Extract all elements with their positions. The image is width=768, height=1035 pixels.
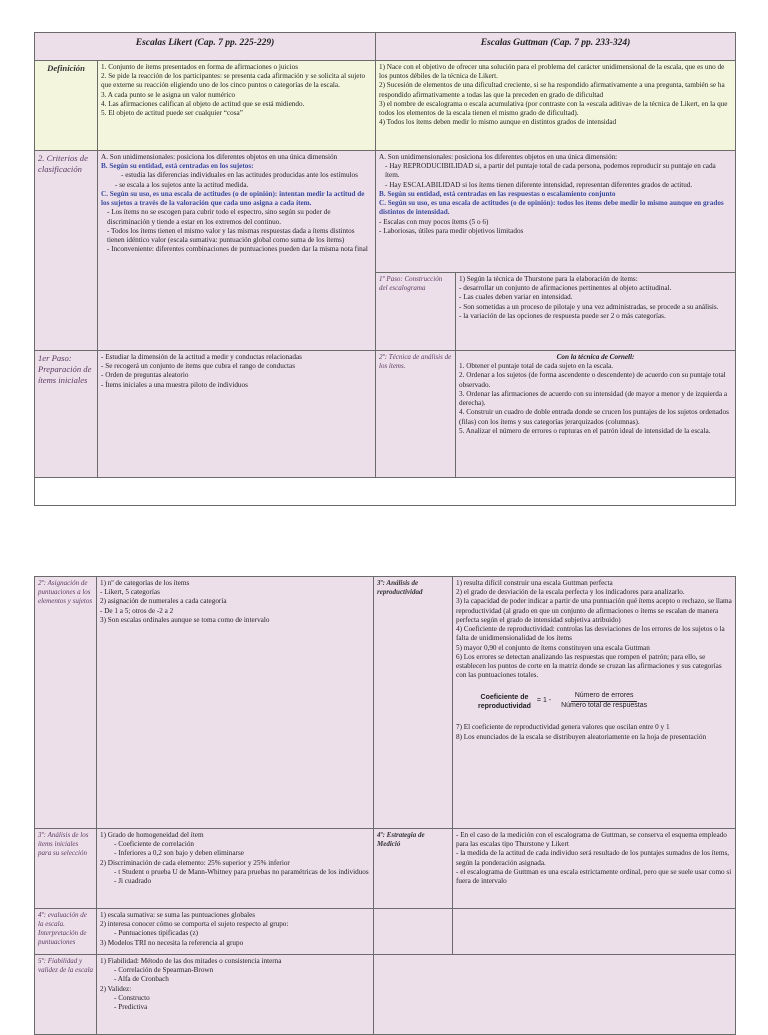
repro-4: 4) Coeficiente de reproductividad: controlas las desviaciones de los errores de los sujetos o la falta de unidimensionalidad de los ítems <box>456 625 725 643</box>
likert-step1-4: - Ítems iniciales a una muestra piloto de individuos <box>101 380 248 389</box>
likert-def-1: 1. Conjunto de ítems presentados en forma de afirmaciones o juicios <box>101 63 299 71</box>
item-analysis <box>97 829 374 909</box>
repro-1: 1) resulta difícil construir una escala Guttman perfecta <box>456 579 613 587</box>
likert-crit-c: C. Según su uso, es una escala de actitudes (o de opinión): intentan medir la actitud de los sujetos a través de la valoración que cada uno asigna a cada ítem. <box>101 189 365 208</box>
likert-crit-b2: - se escala a los sujetos ante la actitud medida. <box>115 180 249 189</box>
assign-4: - De 1 a 5; otros de -2 a 2 <box>100 606 174 615</box>
cornell-2: 2. Ordenar a los sujetos (de forma ascendente o descendente) de acuerdo con su puntaje total observado. <box>459 371 726 389</box>
comparison-table-bottom <box>34 576 736 1035</box>
likert-crit-c3: - Inconveniente: diferentes combinaciones de puntuaciones pueden dar la misma nota final <box>107 245 368 254</box>
repro-7: 7) El coeficiente de reproductividad genera valores que oscilan entre 0 y 1 <box>456 723 670 732</box>
fiab-4: 2) Validez: <box>100 984 132 993</box>
strategy-label: 4º: Estrategia de Medició <box>374 829 453 909</box>
cornell-1: 1. Obtener el puntaje total de cada sujeto en la escala. <box>459 362 614 371</box>
anal-3: - Inferiores a 0,2 son bajo y deben eliminarse <box>114 849 244 858</box>
likert-definition <box>98 61 376 151</box>
fiab-6: - Predictiva <box>114 1003 148 1012</box>
reproducibility-label: 3º: Análisis de reproductividad <box>374 577 453 829</box>
likert-def-5: 5. El objeto de actitud puede ser cualquier “cosa” <box>101 109 243 118</box>
empty-cell-bottom <box>374 955 736 1035</box>
cornell-title: Con la técnica de Cornell: <box>556 353 635 361</box>
repro-5: 5) mayor 0,90 el conjunto de ítems constituyen una escala Guttman <box>456 643 650 652</box>
eval-4: 3) Modelos TRI no necesita la referencia al grupo <box>100 938 244 947</box>
formula-fraction <box>557 692 651 711</box>
assign-1: 1) nº de categorías de los ítems <box>100 579 190 587</box>
assign-2: - Likert, 5 categorías <box>100 588 160 597</box>
likert-step1-label: 1er Paso: Preparación de ítems iniciales <box>35 351 98 478</box>
assign-5: 3) Son escalas ordinales aunque se toma como de intervalo <box>100 615 270 624</box>
reliability <box>97 955 374 1035</box>
likert-header: Escalas Likert (Cap. 7 pp. 225-229) <box>35 33 376 61</box>
guttman-step1 <box>456 273 736 351</box>
guttman-header: Escalas Guttman (Cap. 7 pp. 233-324) <box>376 33 736 61</box>
fiab-3: - Alfa de Cronbach <box>114 975 169 984</box>
fiab-2: - Correlación de Spearman-Brown <box>114 966 214 975</box>
likert-step1-2: - Se recogerá un conjunto de ítems que cubra el rango de conductas <box>101 362 295 371</box>
anal-5: - t Student o prueba U de Mann-Whitney para pruebas no paramétricas de los individuos <box>114 867 369 876</box>
guttman-def-2: 2) Sucesión de elementos de una dificultad creciente, si se ha respondido afirmativamente a una pregunta, también se ha respondido afirmativamente a todas las que la preceden en grado de dificultad <box>379 81 725 99</box>
guttman-crit-a: A. Son unidimensionales: posiciona los diferentes objetos en una única dimensión: <box>379 153 618 161</box>
evaluation-label: 4º: evaluación de la escala. Interpretación de puntuaciones <box>35 909 97 955</box>
guttman-criteria <box>376 151 736 273</box>
likert-def-3: 3. A cada punto se le asigna un valor numérico <box>101 90 236 99</box>
assignment-label: 2º: Asignación de puntuaciones a los elementos y sujetos <box>35 577 97 829</box>
eval-3: - Puntuaciones tipificadas (z) <box>114 929 199 938</box>
formula-lhs-2: reproductividad <box>478 702 531 710</box>
fiab-1: 1) Fiabilidad: Método de las dos mitades o consistencia interna <box>100 957 282 965</box>
anal-6: - Ji cuadrado <box>114 877 152 886</box>
criteria-label: 2. Criterios de clasificación <box>35 151 98 351</box>
cornell-4: 4. Construir un cuadro de doble entrada donde se crucen los puntajes de los sujetos ordenados (filas) con los ítems y sus categorías jerarquizados (columnas). <box>459 408 729 426</box>
definition-label: Definición <box>35 61 98 151</box>
guttman-crit-c: C. Según su uso, es una escala de actitudes (o de opinión): todos los ítems debe medir lo mismo aunque en grados distintos de intensidad. <box>379 199 724 217</box>
estr-3: - el escalograma de Guttman es una escala estrictamente ordinal, pero que se suele usar como si fuera de intervalo <box>456 867 732 886</box>
assignment <box>97 577 374 829</box>
comparison-table-top <box>34 32 736 506</box>
evaluation <box>97 909 374 955</box>
likert-crit-a: A. Son unidimensionales: posiciona los diferentes objetos en una única dimensión <box>101 153 338 161</box>
guttman-crit-a2: - Hay ESCALABILIDAD si los ítems tienen diferente intensidad, representan diferentes grados de actitud. <box>385 180 693 189</box>
likert-step1 <box>98 351 376 478</box>
guttman-step1-2: - desarrollar un conjunto de afirmaciones pertinentes al objeto actitudinal. <box>459 284 672 293</box>
repro-6: 6) Los errores se detectan analizando las respuestas que rompen el patrón; para ello, se establecen los puntos de corte en la matriz donde se cruzan las afirmaciones y sus categorías con las puntuaciones totales. <box>456 652 722 680</box>
guttman-crit-c1: - Escalas con muy pocos ítems (5 o 6) <box>379 217 489 226</box>
likert-crit-b1: - estudia las diferencias individuales en las actitudes producidas ante los estímulos <box>121 171 358 180</box>
repro-3: 3) la capacidad de poder indicar a partir de una puntuación qué ítems acepto o rechazo, se llama reproductividad (al grado en que un conjunto de afirmaciones o ítems se escalan de manera perfecta según el grado de intensidad subjetiva atribuido) <box>456 597 732 624</box>
likert-crit-b: B. Según su entidad, está centradas en los sujetos: <box>101 162 254 171</box>
estr-2: - la medida de la actitud de cada individuo será resultado de los puntajes sumados de los ítems, según la ponderación asignada. <box>456 849 730 867</box>
likert-crit-c1: - Los ítems no se escogen para cubrir todo el espectro, sino según su poder de discriminación y tiende a estar en los extremos del continuo. <box>107 208 331 226</box>
guttman-crit-a1: - Hay REPRODUCIBILIDAD si, a partir del puntaje total de cada persona, podemos reproducir su puntaje en cada ítem. <box>385 162 716 180</box>
guttman-crit-b: B. Según su entidad, está centradas en las respuestas o escalamiento conjunto <box>379 189 616 198</box>
guttman-step1-1: 1) Según la técnica de Thurstone para la elaboración de ítems: <box>459 275 638 283</box>
formula-equals: = 1 - <box>536 697 552 705</box>
item-analysis-label: 3º: Análisis de los ítems iniciales para su selección <box>35 829 97 909</box>
reliability-label: 5º: Fiabilidad y validez de la escala <box>35 955 97 1035</box>
formula-lhs-1: Coeficiente de <box>480 693 529 701</box>
guttman-step1-5: - la variación de las opciones de respuesta puede ser 2 o más categorías. <box>459 311 666 320</box>
cornell-3: 3. Ordenar las afirmaciones de acuerdo con su intensidad (de mayor a menor y de izquierda a derecha). <box>459 389 728 408</box>
anal-2: - Coeficiente de correlación <box>114 840 195 849</box>
empty-cell-right <box>453 909 736 955</box>
guttman-def-3: 3) el nombre de escalograma o escala acumulativa (por contraste con la «escala aditiva» de la técnica de Likert, en la que todos los elementos de la escala tienen el mismo grado de dificultad). <box>379 99 728 118</box>
fiab-5: - Constructo <box>114 993 150 1002</box>
likert-crit-c2: - Todos los ítems tienen el mismo valor y las mismas respuestas dada a ítems distintos tienen idéntico valor (escala sumativa: puntuación global como suma de los ítems) <box>107 226 355 244</box>
assign-3: 2) asignación de numerales a cada categoría <box>100 597 227 606</box>
guttman-technique-label: 2º: Técnica de análisis de los ítems. <box>376 351 456 478</box>
formula-numerator: Número de errores <box>571 692 638 702</box>
guttman-crit-c2: - Laboriosas, útiles para medir objetivos limitados <box>379 226 524 235</box>
guttman-def-1: 1) Nace con el objetivo de ofrecer una solución para el problema del carácter unidimensional de la escala, que es uno de los puntos débiles de la técnica de Likert. <box>379 63 725 81</box>
repro-2: 2) el grado de desviación de la escala perfecta y los indicadores para analizarlo. <box>456 588 685 597</box>
formula-lhs <box>478 693 531 711</box>
eval-1: 1) escala sumativa: se suma las puntuaciones globales <box>100 911 256 919</box>
reproducibility <box>453 577 736 829</box>
likert-step1-3: - Orden de preguntas aleatorio <box>101 371 189 380</box>
guttman-definition <box>376 61 736 151</box>
measurement-strategy <box>453 829 736 909</box>
likert-criteria <box>98 151 376 351</box>
likert-def-4: 4. Las afirmaciones califican al objeto de actitud que se está midiendo. <box>101 99 305 108</box>
guttman-def-4: 4) Todos los ítems deben medir lo mismo aunque en distintos grados de intensidad <box>379 118 617 127</box>
empty-cell-left <box>374 909 453 955</box>
repro-8: 8) Los enunciados de la escala se distribuyen aleatoriamente en la hoja de presentación <box>456 732 707 741</box>
guttman-step1-3: - Las cuales deben variar en intensidad. <box>459 293 573 302</box>
reproducibility-formula <box>478 692 732 711</box>
guttman-step1-4: - Son sometidas a un proceso de pilotaje y una vez administradas, se procede a su análisis. <box>459 302 719 311</box>
empty-row <box>35 478 736 506</box>
formula-denominator: Número total de respuestas <box>561 702 648 710</box>
anal-4: 2) Discriminación de cada elemento: 25% superior y 25% inferior <box>100 858 290 867</box>
likert-step1-1: - Estudiar la dimensión de la actitud a medir y conductas relacionadas <box>101 353 302 361</box>
guttman-technique <box>456 351 736 478</box>
anal-1: 1) Grado de homogeneidad del ítem <box>100 831 204 839</box>
guttman-step1-label: 1º Paso: Construcción del escalograma <box>376 273 456 351</box>
likert-def-2: 2. Se pide la reacción de los participantes: se presenta cada afirmación y se solicita al sujeto que externe su reacción eligiendo uno de los cinco puntos o categorías de la escala. <box>101 72 366 90</box>
eval-2: 2) interesa conocer cómo se comporta el sujeto respecto al grupo: <box>100 920 289 929</box>
estr-1: - En el caso de la medición con el escalograma de Guttman, se conserva el esquema empleado para las escalas tipo Thurstone y Likert <box>456 831 727 849</box>
cornell-5: 5. Analizar el número de errores o rupturas en el patrón ideal de intensidad de la escala. <box>459 426 711 435</box>
